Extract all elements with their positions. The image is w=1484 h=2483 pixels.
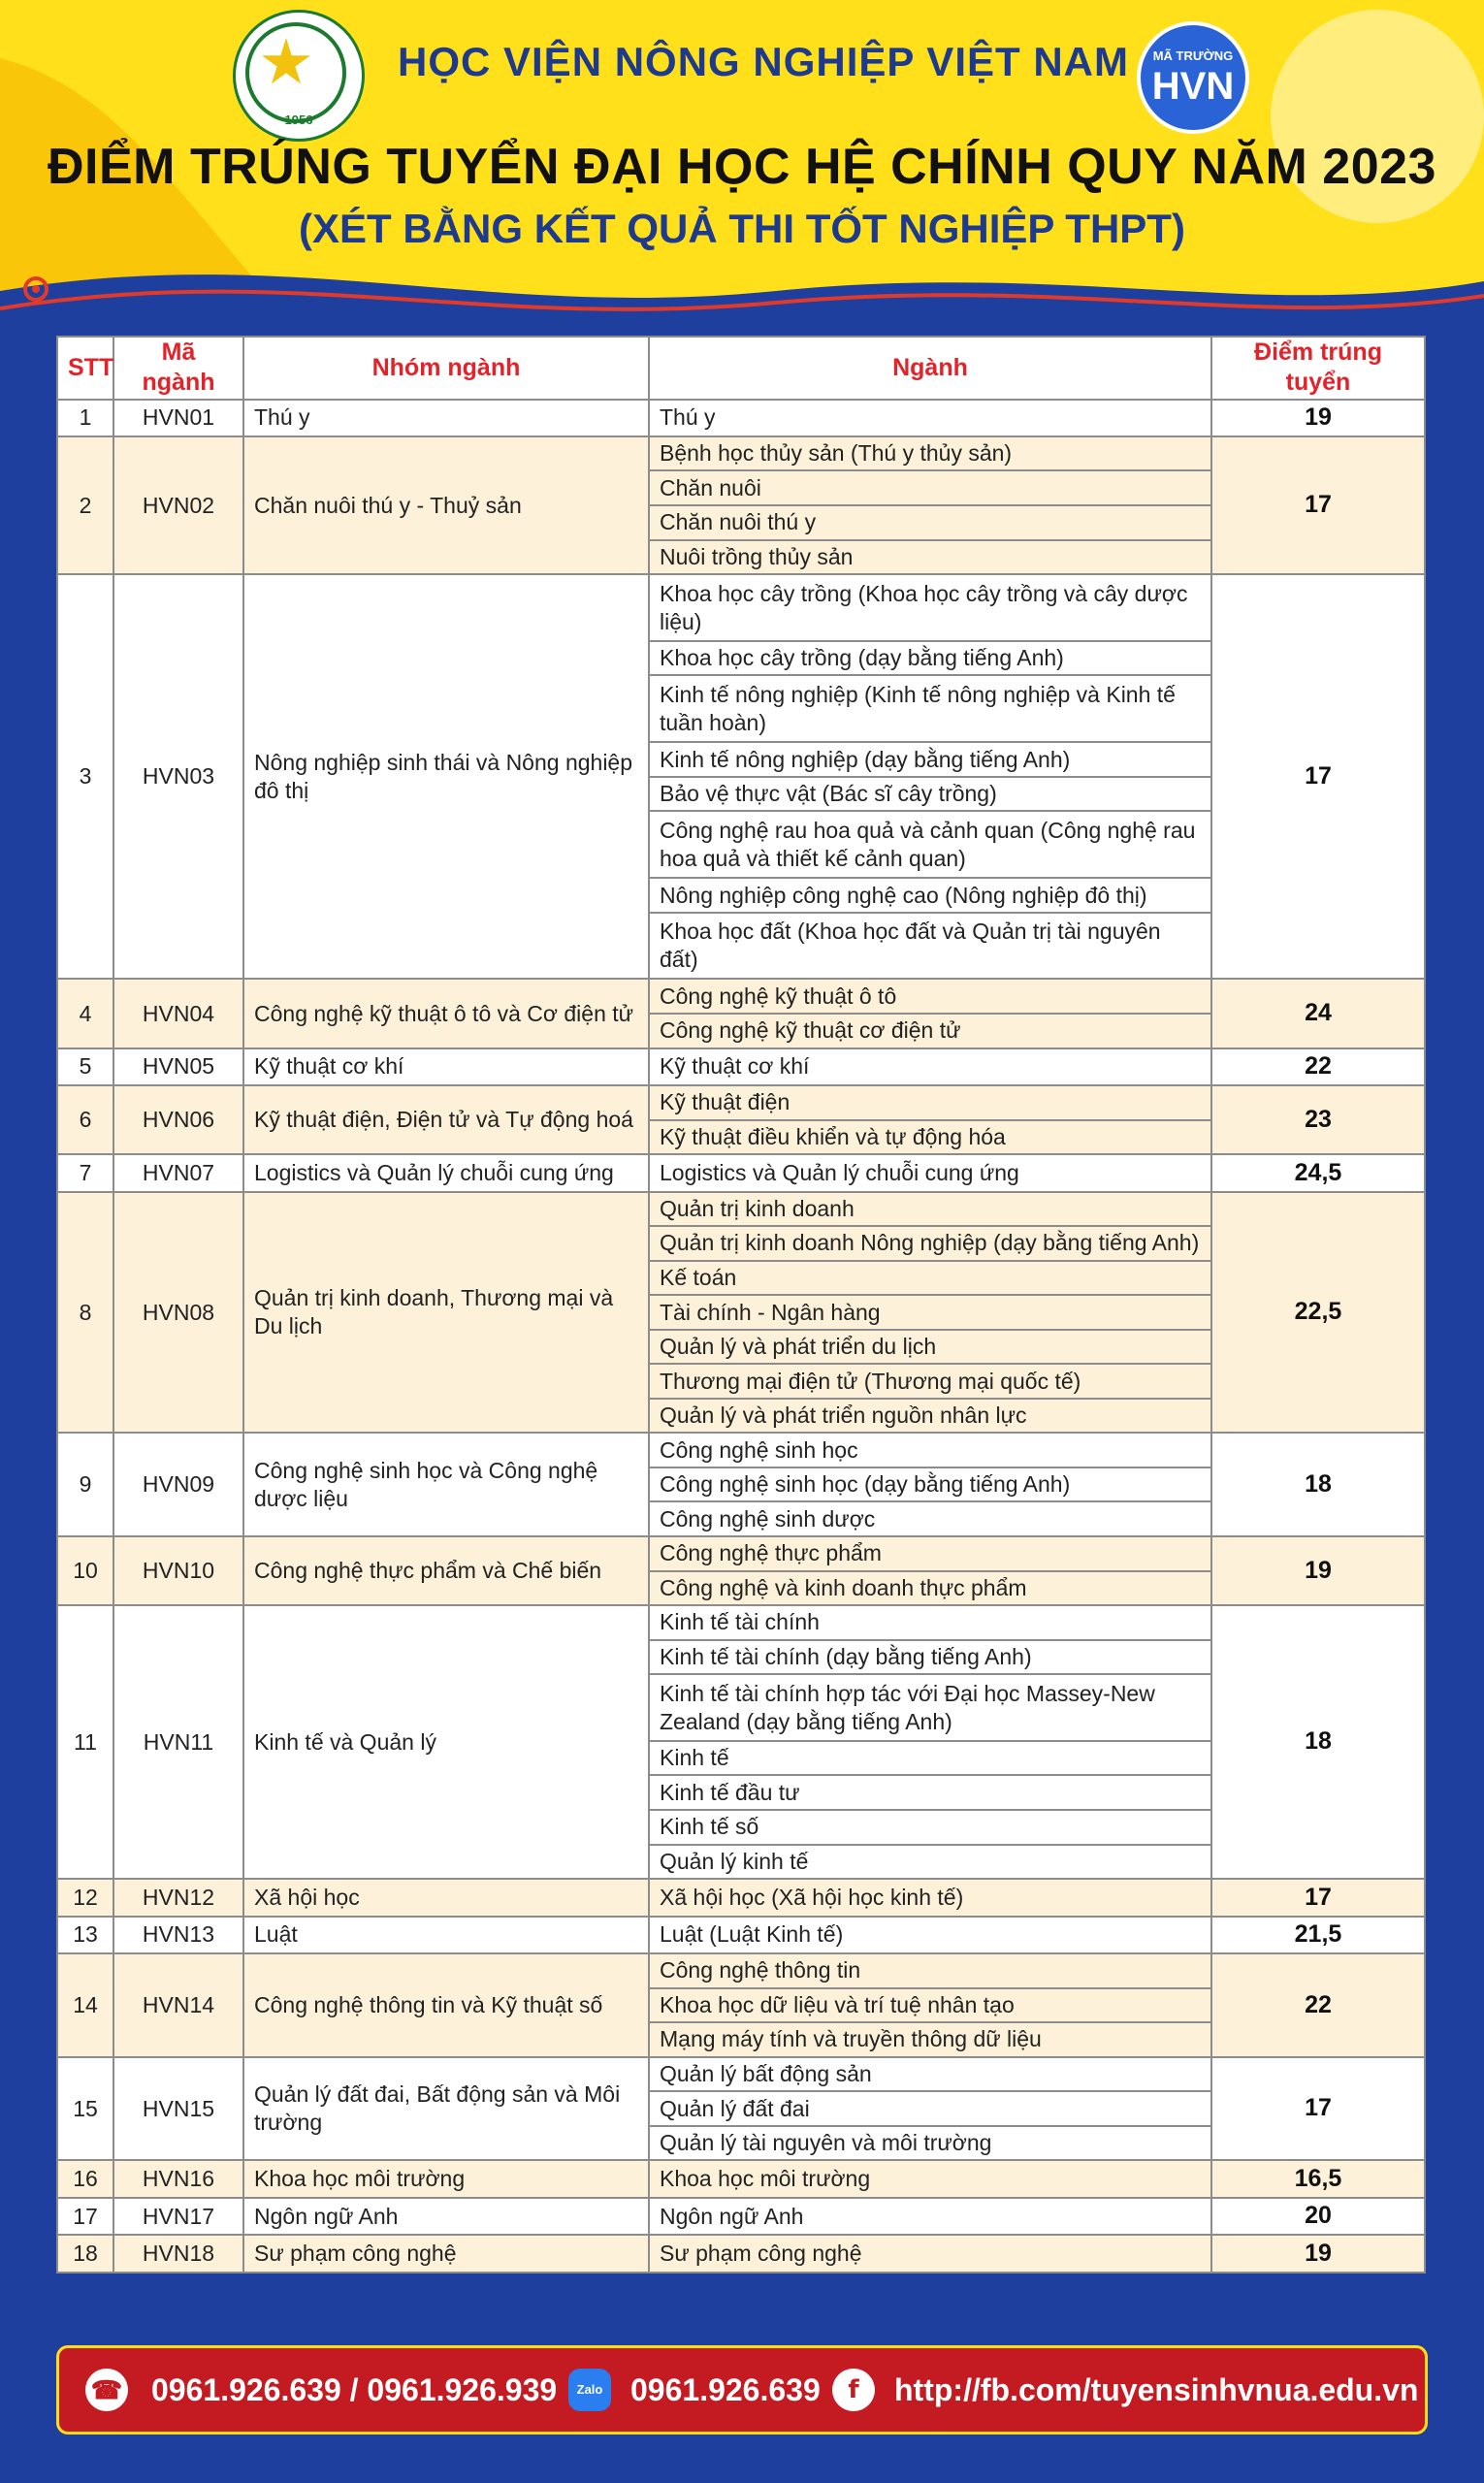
cell-code: HVN05: [113, 1048, 243, 1085]
table-row: [57, 1605, 1425, 1640]
cell-major: Quản lý bất động sản: [649, 2057, 1211, 2092]
table-row: [57, 400, 1425, 436]
cell-major: Kinh tế nông nghiệp (Kinh tế nông nghiệp và Kinh tế tuần hoàn): [649, 675, 1211, 742]
cell-code: HVN13: [113, 1917, 243, 1953]
cell-group: Nông nghiệp sinh thái và Nông nghiệp đô thị: [243, 574, 649, 979]
table-row: [57, 979, 1425, 1014]
table-header-row: [57, 337, 1425, 400]
cell-group: Luật: [243, 1917, 649, 1953]
cell-stt: 2: [57, 436, 113, 574]
cell-code: HVN06: [113, 1085, 243, 1154]
cell-major: Công nghệ thực phẩm: [649, 1536, 1211, 1571]
cell-score: 21,5: [1211, 1917, 1425, 1953]
cell-group: Quản trị kinh doanh, Thương mại và Du lịch: [243, 1192, 649, 1434]
cell-score: 22,5: [1211, 1192, 1425, 1434]
cell-code: HVN07: [113, 1154, 243, 1191]
cell-major: Tài chính - Ngân hàng: [649, 1295, 1211, 1330]
cell-group: Ngôn ngữ Anh: [243, 2198, 649, 2235]
cell-score: 16,5: [1211, 2160, 1425, 2197]
cell-group: Quản lý đất đai, Bất động sản và Môi trường: [243, 2057, 649, 2161]
phone-numbers[interactable]: 0961.926.639 / 0961.926.939: [151, 2372, 558, 2407]
cell-score: 17: [1211, 1879, 1425, 1916]
cell-stt: 11: [57, 1605, 113, 1879]
cell-major: Công nghệ kỹ thuật cơ điện tử: [649, 1014, 1211, 1048]
cell-group: Công nghệ sinh học và Công nghệ dược liệu: [243, 1433, 649, 1536]
table-row: [57, 2057, 1425, 2092]
cell-group: Công nghệ thực phẩm và Chế biến: [243, 1536, 649, 1605]
cell-major: Luật (Luật Kinh tế): [649, 1917, 1211, 1953]
cell-code: HVN01: [113, 400, 243, 436]
cell-major: Quản lý và phát triển nguồn nhân lực: [649, 1399, 1211, 1434]
school-code-badge: [1137, 21, 1249, 134]
table-row: [57, 436, 1425, 471]
cell-major: Quản trị kinh doanh: [649, 1192, 1211, 1227]
cell-score: 19: [1211, 1536, 1425, 1605]
badge-code: HVN: [1151, 65, 1235, 108]
cell-score: 17: [1211, 2057, 1425, 2161]
table-body: [57, 400, 1425, 2273]
table-row: [57, 574, 1425, 641]
table-row: [57, 1917, 1425, 1953]
phone-icon: ☎: [85, 2369, 128, 2411]
cell-stt: 12: [57, 1879, 113, 1916]
cell-score: 24: [1211, 979, 1425, 1048]
cell-group: Khoa học môi trường: [243, 2160, 649, 2197]
cell-group: Logistics và Quản lý chuỗi cung ứng: [243, 1154, 649, 1191]
table-row: [57, 1433, 1425, 1467]
table-row: [57, 2198, 1425, 2235]
cell-major: Logistics và Quản lý chuỗi cung ứng: [649, 1154, 1211, 1191]
cell-major: Công nghệ rau hoa quả và cảnh quan (Công nghệ rau hoa quả và thiết kế cảnh quan): [649, 811, 1211, 878]
table-row: [57, 1048, 1425, 1085]
cell-major: Khoa học môi trường: [649, 2160, 1211, 2197]
cell-stt: 8: [57, 1192, 113, 1434]
cell-major: Công nghệ thông tin: [649, 1953, 1211, 1988]
cell-code: HVN12: [113, 1879, 243, 1916]
contact-bar: [56, 2345, 1428, 2435]
cell-group: Sư phạm công nghệ: [243, 2235, 649, 2273]
cell-major: Kỹ thuật điều khiển và tự động hóa: [649, 1120, 1211, 1155]
cell-major: Nuôi trồng thủy sản: [649, 540, 1211, 575]
table-row: [57, 1154, 1425, 1191]
cell-major: Khoa học cây trồng (Khoa học cây trồng và cây dược liệu): [649, 574, 1211, 641]
cell-stt: 1: [57, 400, 113, 436]
cell-code: HVN04: [113, 979, 243, 1048]
cell-score: 24,5: [1211, 1154, 1425, 1191]
facebook-icon: f: [832, 2369, 875, 2411]
cell-score: 18: [1211, 1433, 1425, 1536]
cell-major: Quản lý đất đai: [649, 2091, 1211, 2126]
cell-major: Quản lý và phát triển du lịch: [649, 1330, 1211, 1365]
cell-major: Kinh tế tài chính (dạy bằng tiếng Anh): [649, 1640, 1211, 1675]
cell-score: 18: [1211, 1605, 1425, 1879]
cell-code: HVN02: [113, 436, 243, 574]
cell-code: HVN17: [113, 2198, 243, 2235]
cell-score: 22: [1211, 1953, 1425, 2057]
cell-major: Kinh tế tài chính: [649, 1605, 1211, 1640]
cell-stt: 10: [57, 1536, 113, 1605]
cell-major: Công nghệ sinh học (dạy bằng tiếng Anh): [649, 1467, 1211, 1502]
facebook-link[interactable]: http://fb.com/tuyensinhvnua.edu.vn: [894, 2372, 1419, 2407]
cell-major: Ngôn ngữ Anh: [649, 2198, 1211, 2235]
page-subtitle: (XÉT BẰNG KẾT QUẢ THI TỐT NGHIỆP THPT): [299, 206, 1185, 251]
cell-code: HVN16: [113, 2160, 243, 2197]
cell-major: Kỹ thuật điện: [649, 1085, 1211, 1120]
cell-major: Công nghệ kỹ thuật ô tô: [649, 979, 1211, 1014]
cell-stt: 14: [57, 1953, 113, 2057]
cell-stt: 17: [57, 2198, 113, 2235]
logo-year: 1956: [284, 113, 313, 127]
cell-major: Xã hội học (Xã hội học kinh tế): [649, 1879, 1211, 1916]
cell-major: Thương mại điện tử (Thương mại quốc tế): [649, 1364, 1211, 1399]
cell-major: Công nghệ và kinh doanh thực phẩm: [649, 1571, 1211, 1606]
cell-stt: 7: [57, 1154, 113, 1191]
cell-major: Công nghệ sinh dược: [649, 1501, 1211, 1536]
cell-score: 19: [1211, 400, 1425, 436]
cell-major: Khoa học dữ liệu và trí tuệ nhân tạo: [649, 1988, 1211, 2023]
cell-stt: 4: [57, 979, 113, 1048]
score-table: [56, 336, 1426, 2273]
table-row: [57, 2160, 1425, 2197]
zalo-number[interactable]: 0961.926.639: [630, 2372, 821, 2407]
header-group: Nhóm ngành: [243, 337, 649, 400]
cell-code: HVN08: [113, 1192, 243, 1434]
cell-stt: 9: [57, 1433, 113, 1536]
cell-code: HVN18: [113, 2235, 243, 2273]
header-major: Ngành: [649, 337, 1211, 400]
cell-stt: 13: [57, 1917, 113, 1953]
table-row: [57, 2235, 1425, 2273]
cell-group: Kinh tế và Quản lý: [243, 1605, 649, 1879]
cell-score: 19: [1211, 2235, 1425, 2273]
cell-major: Kế toán: [649, 1261, 1211, 1296]
zalo-icon: Zalo: [568, 2369, 611, 2411]
cell-major: Sư phạm công nghệ: [649, 2235, 1211, 2273]
cell-major: Quản trị kinh doanh Nông nghiệp (dạy bằng tiếng Anh): [649, 1226, 1211, 1261]
cell-group: Xã hội học: [243, 1879, 649, 1916]
cell-code: HVN11: [113, 1605, 243, 1879]
cell-code: HVN09: [113, 1433, 243, 1536]
cell-major: Quản lý tài nguyên và môi trường: [649, 2126, 1211, 2161]
cell-major: Kinh tế tài chính hợp tác với Đại học Massey-New Zealand (dạy bằng tiếng Anh): [649, 1674, 1211, 1741]
cell-group: Chăn nuôi thú y - Thuỷ sản: [243, 436, 649, 574]
cell-group: Kỹ thuật điện, Điện tử và Tự động hoá: [243, 1085, 649, 1154]
header-banner: [0, 0, 1484, 320]
cell-major: Chăn nuôi: [649, 470, 1211, 505]
cell-major: Kinh tế đầu tư: [649, 1775, 1211, 1810]
school-logo: [233, 10, 365, 142]
cell-major: Bảo vệ thực vật (Bác sĩ cây trồng): [649, 777, 1211, 812]
badge-label: MÃ TRƯỜNG: [1152, 48, 1234, 63]
cell-stt: 18: [57, 2235, 113, 2273]
cell-group: Kỹ thuật cơ khí: [243, 1048, 649, 1085]
table-row: [57, 1879, 1425, 1916]
cell-code: HVN14: [113, 1953, 243, 2057]
cell-major: Mạng máy tính và truyền thông dữ liệu: [649, 2022, 1211, 2057]
cell-score: 17: [1211, 574, 1425, 979]
page-title: ĐIỂM TRÚNG TUYỂN ĐẠI HỌC HỆ CHÍNH QUY NĂM 2023: [48, 139, 1436, 195]
header-score: Điểm trúng tuyển: [1211, 337, 1425, 400]
cell-stt: 16: [57, 2160, 113, 2197]
cell-score: 23: [1211, 1085, 1425, 1154]
cell-major: Công nghệ sinh học: [649, 1433, 1211, 1467]
cell-score: 17: [1211, 436, 1425, 574]
cell-major: Kinh tế: [649, 1741, 1211, 1776]
cell-major: Kỹ thuật cơ khí: [649, 1048, 1211, 1085]
cell-major: Khoa học cây trồng (dạy bằng tiếng Anh): [649, 641, 1211, 676]
header-code: Mã ngành: [113, 337, 243, 400]
cell-group: Thú y: [243, 400, 649, 436]
cell-major: Kinh tế số: [649, 1810, 1211, 1845]
cell-stt: 6: [57, 1085, 113, 1154]
table-row: [57, 1192, 1425, 1227]
cell-code: HVN03: [113, 574, 243, 979]
cell-stt: 3: [57, 574, 113, 979]
header-stt: STT: [57, 337, 113, 400]
table-row: [57, 1085, 1425, 1120]
cell-stt: 5: [57, 1048, 113, 1085]
score-table-container: [56, 336, 1424, 2273]
cell-major: Quản lý kinh tế: [649, 1845, 1211, 1880]
cell-major: Khoa học đất (Khoa học đất và Quản trị tài nguyên đất): [649, 913, 1211, 980]
cell-major: Thú y: [649, 400, 1211, 436]
target-icon: [23, 276, 48, 302]
cell-group: Công nghệ thông tin và Kỹ thuật số: [243, 1953, 649, 2057]
cell-group: Công nghệ kỹ thuật ô tô và Cơ điện tử: [243, 979, 649, 1048]
cell-code: HVN15: [113, 2057, 243, 2161]
cell-score: 20: [1211, 2198, 1425, 2235]
school-name: HỌC VIỆN NÔNG NGHIỆP VIỆT NAM: [398, 39, 1129, 84]
table-row: [57, 1953, 1425, 1988]
cell-major: Kinh tế nông nghiệp (dạy bằng tiếng Anh): [649, 742, 1211, 777]
cell-major: Nông nghiệp công nghệ cao (Nông nghiệp đô thị): [649, 878, 1211, 913]
cell-major: Bệnh học thủy sản (Thú y thủy sản): [649, 436, 1211, 471]
cell-score: 22: [1211, 1048, 1425, 1085]
cell-major: Chăn nuôi thú y: [649, 505, 1211, 540]
cell-code: HVN10: [113, 1536, 243, 1605]
table-row: [57, 1536, 1425, 1571]
cell-stt: 15: [57, 2057, 113, 2161]
